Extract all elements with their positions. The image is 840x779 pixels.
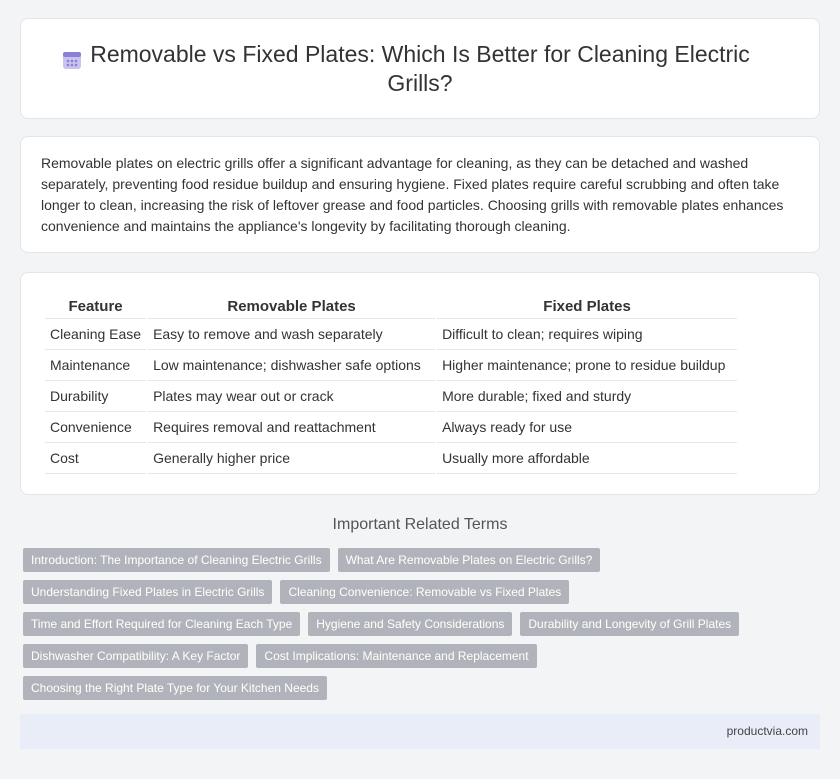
- footer-bar: [20, 714, 820, 749]
- related-term-tag[interactable]: Hygiene and Safety Considerations: [308, 612, 512, 636]
- related-term-tag[interactable]: Introduction: The Importance of Cleaning Electric Grills: [23, 548, 330, 572]
- footer-site-link[interactable]: productvia.com: [726, 724, 808, 738]
- header-fixed-plates: Fixed Plates: [437, 295, 737, 319]
- table-header-row: [45, 295, 737, 319]
- related-term-tag[interactable]: What Are Removable Plates on Electric Grills?: [338, 548, 601, 572]
- table-cell: Easy to remove and wash separately: [148, 319, 435, 350]
- table-cell: Maintenance: [45, 350, 146, 381]
- header-feature: Feature: [45, 295, 146, 319]
- related-term-tag[interactable]: Durability and Longevity of Grill Plates: [520, 612, 739, 636]
- summary-paragraph: Removable plates on electric grills offer a significant advantage for cleaning, as they can be detached and washed separately, preventing food residue buildup and ensuring hygiene. Fixed plates require careful scrubbing and often take longer to clean, increasing the risk of leftover grease and food particles. Choosing grills with removable plates enhances convenience and maintains the appliance's longevity by facilitating thorough cleaning.: [41, 155, 784, 234]
- table-row: [45, 381, 737, 412]
- related-term-tag[interactable]: Cost Implications: Maintenance and Replacement: [256, 644, 536, 668]
- related-terms-list: [23, 548, 783, 700]
- table-row: [45, 319, 737, 350]
- table-row: [45, 350, 737, 381]
- table-cell: Usually more affordable: [437, 443, 737, 474]
- title-wrap: [21, 19, 819, 118]
- page-title: Removable vs Fixed Plates: Which Is Better for Cleaning Electric Grills?: [90, 40, 750, 96]
- related-terms-heading: Important Related Terms: [332, 516, 508, 533]
- title-card: [20, 18, 820, 119]
- table-cell: Cost: [45, 443, 146, 474]
- related-term-tag[interactable]: Time and Effort Required for Cleaning Each Type: [23, 612, 300, 636]
- related-term-tag[interactable]: Choosing the Right Plate Type for Your Kitchen Needs: [23, 676, 327, 700]
- related-term-tag[interactable]: Understanding Fixed Plates in Electric Grills: [23, 580, 272, 604]
- table-cell: Cleaning Ease: [45, 319, 146, 350]
- table-row: [45, 443, 737, 474]
- table-cell: More durable; fixed and sturdy: [437, 381, 737, 412]
- table-cell: Higher maintenance; prone to residue buildup: [437, 350, 737, 381]
- table-cell: Plates may wear out or crack: [148, 381, 435, 412]
- related-term-tag[interactable]: Cleaning Convenience: Removable vs Fixed Plates: [280, 580, 569, 604]
- related-term-tag[interactable]: Dishwasher Compatibility: A Key Factor: [23, 644, 248, 668]
- table-cell: Requires removal and reattachment: [148, 412, 435, 443]
- table-cell: Durability: [45, 381, 146, 412]
- table-cell: Convenience: [45, 412, 146, 443]
- table-cell: Low maintenance; dishwasher safe options: [148, 350, 435, 381]
- table-cell: Generally higher price: [148, 443, 435, 474]
- comparison-card: [20, 272, 820, 495]
- calendar-grid-icon: [61, 49, 83, 71]
- table-row: [45, 412, 737, 443]
- table-cell: Difficult to clean; requires wiping: [437, 319, 737, 350]
- table-cell: Always ready for use: [437, 412, 737, 443]
- header-removable-plates: Removable Plates: [148, 295, 435, 319]
- comparison-table: [43, 295, 739, 474]
- summary-card: [20, 136, 820, 253]
